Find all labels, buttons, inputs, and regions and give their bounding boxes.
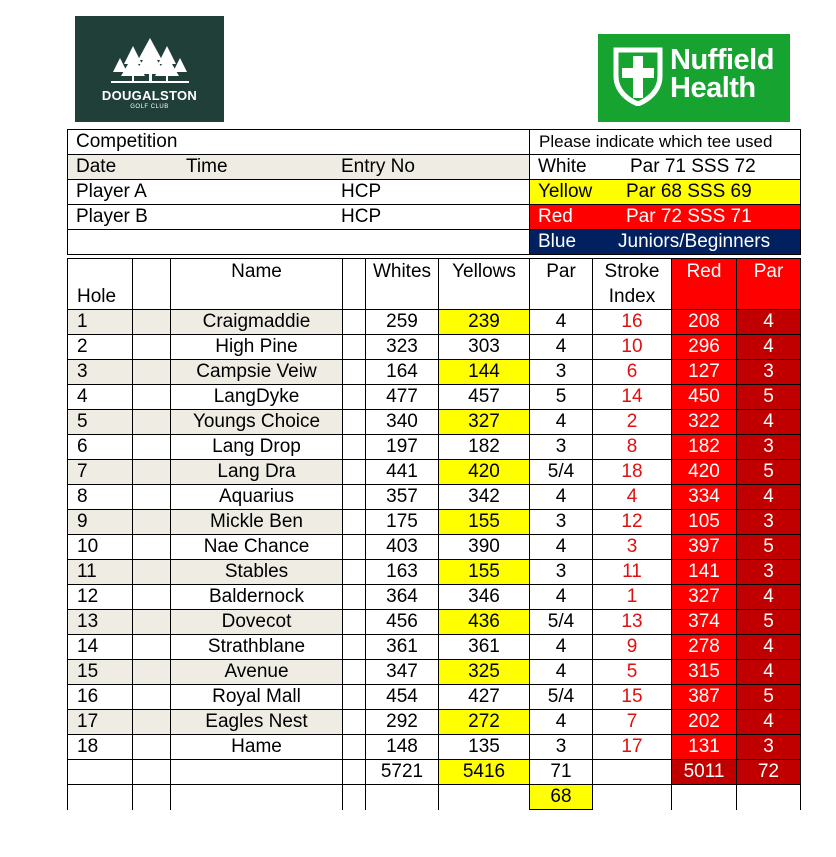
red-yardage: 208 (672, 310, 737, 335)
whites-yardage: 197 (366, 435, 439, 460)
whites-yardage: 340 (366, 410, 439, 435)
score-cell-b[interactable] (343, 460, 366, 485)
total-yellows: 5416 (439, 760, 530, 785)
yellows-yardage: 272 (439, 710, 530, 735)
yellows-yardage: 182 (439, 435, 530, 460)
hole-number: 11 (68, 560, 133, 585)
hole-name: Youngs Choice (171, 410, 343, 435)
par-value: 4 (530, 535, 593, 560)
player-a-row[interactable] (68, 180, 530, 205)
table-row (68, 660, 801, 685)
stroke-index: 16 (593, 310, 672, 335)
total-score-b[interactable] (343, 760, 366, 785)
tee-info: Par 68 SSS 69 (626, 181, 752, 202)
par-value: 4 (530, 485, 593, 510)
whites-yardage: 292 (366, 710, 439, 735)
score-cell-b[interactable] (343, 735, 366, 760)
table-row (68, 335, 801, 360)
red-yardage: 387 (672, 685, 737, 710)
entry-no-label: Entry No (341, 156, 415, 177)
whites-yardage: 441 (366, 460, 439, 485)
par-value: 3 (530, 735, 593, 760)
score-cell-b[interactable] (343, 635, 366, 660)
col-blank-2 (343, 259, 366, 310)
par-value: 5/4 (530, 610, 593, 635)
player-b-row[interactable] (68, 205, 530, 230)
total-blank-si (593, 760, 672, 785)
table-row (68, 510, 801, 535)
stroke-index: 4 (593, 485, 672, 510)
par-value: 4 (530, 710, 593, 735)
date-time-entry-row[interactable] (68, 155, 530, 180)
yellows-yardage: 457 (439, 385, 530, 410)
hole-number: 13 (68, 610, 133, 635)
par-value: 3 (530, 435, 593, 460)
hole-name: Campsie Veiw (171, 360, 343, 385)
yellows-yardage: 144 (439, 360, 530, 385)
sponsor-line-1: Nuffield (670, 44, 774, 76)
red-yardage: 397 (672, 535, 737, 560)
yellows-yardage: 390 (439, 535, 530, 560)
red-par: 3 (737, 360, 801, 385)
hole-name: Eagles Nest (171, 710, 343, 735)
score-cell-b[interactable] (343, 310, 366, 335)
yellows-yardage: 155 (439, 560, 530, 585)
table-row (68, 685, 801, 710)
hole-name: Mickle Ben (171, 510, 343, 535)
hole-name: Craigmaddie (171, 310, 343, 335)
yp-blank-whites (366, 785, 439, 810)
red-par: 4 (737, 710, 801, 735)
hole-name: Lang Drop (171, 435, 343, 460)
red-yardage: 131 (672, 735, 737, 760)
hole-name: Avenue (171, 660, 343, 685)
time-label: Time (186, 156, 228, 177)
stroke-index: 15 (593, 685, 672, 710)
col-stroke-line-2: Index (608, 286, 656, 307)
stroke-index: 5 (593, 660, 672, 685)
stroke-index: 11 (593, 560, 672, 585)
hole-number: 7 (68, 460, 133, 485)
stroke-index: 6 (593, 360, 672, 385)
yp-blank-red (672, 785, 737, 810)
hole-number: 17 (68, 710, 133, 735)
hole-number: 14 (68, 635, 133, 660)
red-yardage: 315 (672, 660, 737, 685)
score-cell-a[interactable] (133, 435, 171, 460)
red-yardage: 450 (672, 385, 737, 410)
par-value: 4 (530, 410, 593, 435)
whites-yardage: 323 (366, 335, 439, 360)
yp-blank-hole (68, 785, 133, 810)
blank-row (68, 230, 530, 255)
score-cell-b[interactable] (343, 660, 366, 685)
yp-blank-yellows (439, 785, 530, 810)
sponsor-line-2: Health (670, 72, 756, 104)
stroke-index: 14 (593, 385, 672, 410)
yellows-yardage: 346 (439, 585, 530, 610)
whites-yardage: 357 (366, 485, 439, 510)
competition-field[interactable] (68, 130, 530, 155)
tee-info: Par 72 SSS 71 (626, 206, 752, 227)
tree-icon (105, 36, 195, 88)
red-par: 5 (737, 685, 801, 710)
col-red: Red (672, 259, 737, 310)
hole-name: Stables (171, 560, 343, 585)
tee-yellow[interactable] (530, 180, 801, 205)
col-stroke-line-1: Stroke (604, 261, 660, 282)
hole-number: 3 (68, 360, 133, 385)
red-par: 4 (737, 335, 801, 360)
hole-number: 4 (68, 385, 133, 410)
tee-name: Red (538, 206, 573, 227)
red-par: 4 (737, 310, 801, 335)
player-b-label: Player B (76, 206, 148, 227)
red-par: 5 (737, 535, 801, 560)
score-cell-a[interactable] (133, 735, 171, 760)
yp-blank-name (171, 785, 343, 810)
whites-yardage: 347 (366, 660, 439, 685)
red-yardage: 141 (672, 560, 737, 585)
whites-yardage: 361 (366, 635, 439, 660)
whites-yardage: 364 (366, 585, 439, 610)
whites-yardage: 163 (366, 560, 439, 585)
par-value: 3 (530, 360, 593, 385)
red-par: 3 (737, 735, 801, 760)
stroke-index: 18 (593, 460, 672, 485)
tee-info: Juniors/Beginners (618, 231, 771, 252)
table-row (68, 560, 801, 585)
red-par: 5 (737, 460, 801, 485)
score-cell-b[interactable] (343, 385, 366, 410)
table-row (68, 435, 801, 460)
score-cell-a[interactable] (133, 585, 171, 610)
hole-name: Dovecot (171, 610, 343, 635)
totals-row (68, 760, 801, 785)
red-yardage: 296 (672, 335, 737, 360)
nuffield-health-logo (598, 34, 790, 122)
yp-score-b[interactable] (343, 785, 366, 810)
scorecard-table (67, 258, 801, 810)
competition-label: Competition (76, 131, 178, 152)
hole-number: 16 (68, 685, 133, 710)
hole-number: 9 (68, 510, 133, 535)
tee-name: White (538, 156, 587, 177)
hole-number: 10 (68, 535, 133, 560)
score-cell-a[interactable] (133, 635, 171, 660)
table-row (68, 610, 801, 635)
stroke-index: 1 (593, 585, 672, 610)
tee-name: Blue (538, 231, 577, 252)
total-par: 71 (530, 760, 593, 785)
yellows-yardage: 325 (439, 660, 530, 685)
stroke-index: 7 (593, 710, 672, 735)
red-par: 5 (737, 385, 801, 410)
player-a-hcp-label: HCP (341, 181, 382, 202)
score-cell-b[interactable] (343, 585, 366, 610)
club-subtitle: GOLF CLUB (130, 104, 169, 110)
red-yardage: 322 (672, 410, 737, 435)
red-yardage: 105 (672, 510, 737, 535)
stroke-index: 2 (593, 410, 672, 435)
red-par: 4 (737, 660, 801, 685)
col-yellows: Yellows (439, 259, 530, 310)
yp-score-a[interactable] (133, 785, 171, 810)
par-value: 4 (530, 310, 593, 335)
hole-name: Royal Mall (171, 685, 343, 710)
table-row (68, 310, 801, 335)
par-value: 4 (530, 660, 593, 685)
table-row (68, 710, 801, 735)
score-cell-b[interactable] (343, 710, 366, 735)
red-par: 3 (737, 560, 801, 585)
table-row (68, 535, 801, 560)
red-par: 5 (737, 610, 801, 635)
whites-yardage: 454 (366, 685, 439, 710)
stroke-index: 12 (593, 510, 672, 535)
stroke-index: 8 (593, 435, 672, 460)
col-red-par: Par (737, 259, 801, 310)
score-cell-b[interactable] (343, 435, 366, 460)
red-par: 4 (737, 635, 801, 660)
yellow-par-row (68, 785, 801, 810)
hole-name: High Pine (171, 335, 343, 360)
whites-yardage: 175 (366, 510, 439, 535)
hole-number: 6 (68, 435, 133, 460)
player-a-label: Player A (76, 181, 147, 202)
score-cell-a[interactable] (133, 660, 171, 685)
total-red-par: 72 (737, 760, 801, 785)
score-cell-b[interactable] (343, 360, 366, 385)
yp-blank-si (593, 785, 672, 810)
col-name: Name (171, 259, 343, 310)
table-row (68, 460, 801, 485)
dougalston-logo (75, 16, 224, 122)
yellows-yardage: 303 (439, 335, 530, 360)
red-par: 3 (737, 510, 801, 535)
whites-yardage: 259 (366, 310, 439, 335)
whites-yardage: 456 (366, 610, 439, 635)
score-cell-b[interactable] (343, 335, 366, 360)
player-b-hcp-label: HCP (341, 206, 382, 227)
red-yardage: 420 (672, 460, 737, 485)
red-yardage: 334 (672, 485, 737, 510)
table-row (68, 485, 801, 510)
yellows-yardage: 427 (439, 685, 530, 710)
hole-name: LangDyke (171, 385, 343, 410)
score-cell-a[interactable] (133, 510, 171, 535)
hole-number: 2 (68, 335, 133, 360)
yellows-yardage: 327 (439, 410, 530, 435)
par-value: 4 (530, 635, 593, 660)
col-par: Par (530, 259, 593, 310)
par-value: 5/4 (530, 460, 593, 485)
red-yardage: 374 (672, 610, 737, 635)
par-value: 4 (530, 335, 593, 360)
yellows-yardage: 135 (439, 735, 530, 760)
stroke-index: 13 (593, 610, 672, 635)
hole-name: Hame (171, 735, 343, 760)
stroke-index: 9 (593, 635, 672, 660)
score-cell-b[interactable] (343, 610, 366, 635)
red-par: 3 (737, 435, 801, 460)
hole-number: 5 (68, 410, 133, 435)
date-label: Date (76, 156, 117, 177)
hole-name: Baldernock (171, 585, 343, 610)
red-yardage: 202 (672, 710, 737, 735)
par-value: 3 (530, 560, 593, 585)
total-blank-name (171, 760, 343, 785)
entry-header (67, 129, 801, 255)
score-cell-a[interactable] (133, 360, 171, 385)
red-yardage: 182 (672, 435, 737, 460)
total-whites: 5721 (366, 760, 439, 785)
yellows-yardage: 155 (439, 510, 530, 535)
hole-name: Aquarius (171, 485, 343, 510)
score-cell-a[interactable] (133, 460, 171, 485)
club-name: DOUGALSTON (101, 88, 198, 103)
table-row (68, 360, 801, 385)
yellows-yardage: 420 (439, 460, 530, 485)
score-cell-b[interactable] (343, 535, 366, 560)
tee-white[interactable] (530, 155, 801, 180)
col-whites: Whites (366, 259, 439, 310)
table-row (68, 735, 801, 760)
hole-number: 18 (68, 735, 133, 760)
score-cell-a[interactable] (133, 535, 171, 560)
score-cell-a[interactable] (133, 710, 171, 735)
score-cell-a[interactable] (133, 410, 171, 435)
tee-info: Par 71 SSS 72 (630, 156, 756, 177)
hole-number: 1 (68, 310, 133, 335)
shield-cross-icon (612, 46, 664, 106)
red-yardage: 127 (672, 360, 737, 385)
yp-blank-red-par (737, 785, 801, 810)
yellows-yardage: 361 (439, 635, 530, 660)
table-row (68, 635, 801, 660)
par-value: 5/4 (530, 685, 593, 710)
yellows-yardage: 342 (439, 485, 530, 510)
score-cell-a[interactable] (133, 610, 171, 635)
hole-number: 12 (68, 585, 133, 610)
tee-red[interactable] (530, 205, 801, 230)
sponsor-name (670, 46, 774, 102)
score-cell-b[interactable] (343, 685, 366, 710)
red-par: 4 (737, 585, 801, 610)
whites-yardage: 403 (366, 535, 439, 560)
par-value: 5 (530, 385, 593, 410)
total-score-a[interactable] (133, 760, 171, 785)
red-yardage: 278 (672, 635, 737, 660)
score-cell-a[interactable] (133, 335, 171, 360)
table-row (68, 385, 801, 410)
hole-name: Nae Chance (171, 535, 343, 560)
red-par: 4 (737, 410, 801, 435)
score-cell-a[interactable] (133, 485, 171, 510)
stroke-index: 17 (593, 735, 672, 760)
stroke-index: 10 (593, 335, 672, 360)
tee-name: Yellow (538, 181, 593, 202)
score-cell-b[interactable] (343, 485, 366, 510)
score-cell-b[interactable] (343, 510, 366, 535)
score-cell-a[interactable] (133, 685, 171, 710)
whites-yardage: 148 (366, 735, 439, 760)
score-cell-b[interactable] (343, 560, 366, 585)
tee-blue[interactable] (530, 230, 801, 255)
tee-prompt: Please indicate which tee used (530, 130, 801, 155)
col-blank-1 (133, 259, 171, 310)
score-cell-a[interactable] (133, 310, 171, 335)
col-hole: Hole (68, 259, 133, 310)
yellows-yardage: 436 (439, 610, 530, 635)
score-cell-a[interactable] (133, 385, 171, 410)
hole-name: Strathblane (171, 635, 343, 660)
yellow-par-total: 68 (530, 785, 593, 810)
hole-name: Lang Dra (171, 460, 343, 485)
col-stroke-index (593, 259, 672, 310)
score-cell-b[interactable] (343, 410, 366, 435)
table-row (68, 585, 801, 610)
par-value: 4 (530, 585, 593, 610)
total-red: 5011 (672, 760, 737, 785)
score-cell-a[interactable] (133, 560, 171, 585)
total-blank-hole (68, 760, 133, 785)
yellows-yardage: 239 (439, 310, 530, 335)
red-par: 4 (737, 485, 801, 510)
hole-number: 15 (68, 660, 133, 685)
red-yardage: 327 (672, 585, 737, 610)
whites-yardage: 164 (366, 360, 439, 385)
table-row (68, 410, 801, 435)
hole-number: 8 (68, 485, 133, 510)
whites-yardage: 477 (366, 385, 439, 410)
par-value: 3 (530, 510, 593, 535)
stroke-index: 3 (593, 535, 672, 560)
